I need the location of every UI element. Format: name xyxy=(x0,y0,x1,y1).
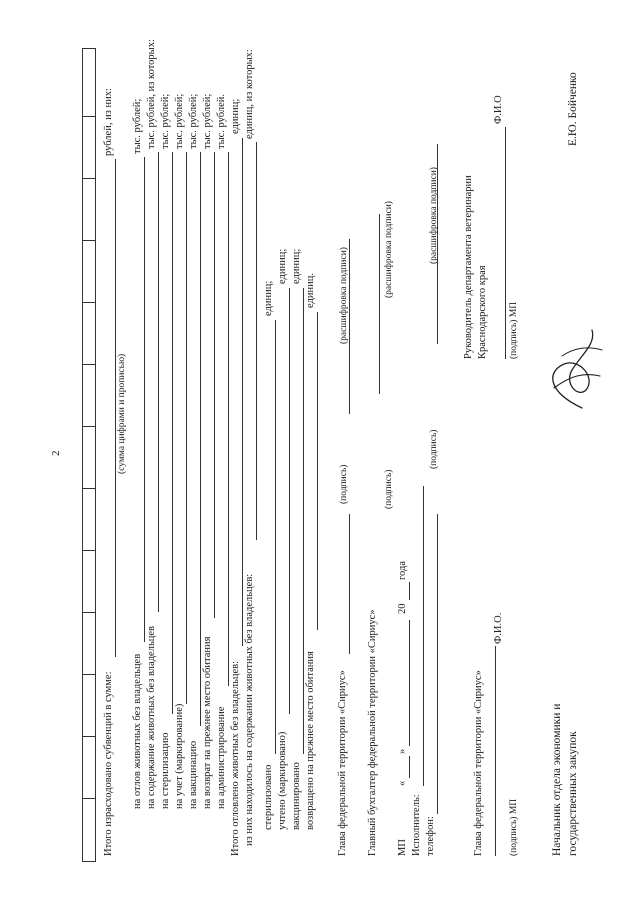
handwritten-signature xyxy=(538,324,608,414)
item-label-vaccination: на вакцинацию xyxy=(188,740,199,809)
year-suffix: года xyxy=(397,561,408,580)
spent-label: Итого израсходовано субвенций в сумме: xyxy=(103,671,114,856)
item-unit-vaccination: тыс. рублей; xyxy=(188,93,199,149)
kept-label: из них находилось на содержании животных без владельцев: xyxy=(244,573,255,846)
accountant-decode-line xyxy=(379,214,380,394)
year-line xyxy=(409,582,410,600)
date-day-line xyxy=(409,756,410,778)
item-line-vaccination xyxy=(200,152,201,726)
spent-amount-line xyxy=(115,159,116,657)
kept-unit-marked: единиц; xyxy=(277,248,288,284)
head-label: Глава федеральной территории «Сириус» xyxy=(337,670,348,856)
vet-sign-mp: (подпись) МП xyxy=(509,301,519,359)
kept-unit-sterilized: единиц; xyxy=(263,280,274,316)
page-number: 2 xyxy=(50,450,62,456)
accountant-label: Главный бухгалтер федеральной территории «Сириус» xyxy=(367,609,378,856)
accountant-decode-hint: (расшифровка подписи) xyxy=(384,201,394,298)
footer-name: Е.Ю. Бойченко xyxy=(567,72,579,146)
item-unit-admin: тыс. рублей. xyxy=(216,93,227,149)
item-unit-sterilization: тыс. рублей; xyxy=(160,93,171,149)
grid-divider xyxy=(83,798,95,799)
footer-dept-line1: Начальник отдела экономики и xyxy=(551,703,563,856)
grid-divider xyxy=(83,426,95,427)
head-decode-hint: (расшифровка подписи) xyxy=(339,247,349,344)
vet-fio: Ф.И.О xyxy=(493,95,504,124)
kept-unit-vaccinated: единиц; xyxy=(291,248,302,284)
phone-line xyxy=(437,514,438,814)
kept-label-vaccinated: вакцинировано xyxy=(291,762,302,830)
date-month-line xyxy=(409,620,410,746)
caught-label: Итого отловлено животных без владельцев: xyxy=(230,660,241,856)
grid-divider xyxy=(83,240,95,241)
executor-decode-hint: (расшифровка подписи) xyxy=(429,167,439,264)
item-label-return: на возврат на прежнее место обитания xyxy=(202,636,213,809)
kept-unit: единиц, из которых: xyxy=(244,49,255,139)
item-line-admin xyxy=(228,152,229,686)
item-label-maintenance: на содержание животных без владельцев xyxy=(146,626,157,809)
executor-label: Исполнитель: xyxy=(411,794,422,856)
caught-line xyxy=(242,138,243,646)
phone-label: телефон: xyxy=(425,816,436,856)
item-unit-maintenance: тыс. рублей, из которых: xyxy=(146,39,157,149)
approval-head-fio: Ф.И.О. xyxy=(493,612,504,644)
spent-suffix: рублей, из них: xyxy=(103,88,114,156)
spent-hint: (сумма цифрами и прописью) xyxy=(117,353,127,474)
year-prefix: 20 xyxy=(397,603,408,614)
kept-line-returned xyxy=(317,312,318,630)
vet-line1: Руководитель департамента ветеринарии xyxy=(463,175,474,359)
item-unit-marking: тыс. рублей; xyxy=(174,93,185,149)
grid-divider xyxy=(83,364,95,365)
executor-line xyxy=(423,486,424,786)
approval-head-sign-mp: (подпись) МП xyxy=(509,798,519,856)
approval-head-label: Глава федеральной территории «Сириус» xyxy=(473,670,484,856)
grid-divider xyxy=(83,674,95,675)
vet-line2: Краснодарского края xyxy=(477,265,488,359)
footer-dept-line2: государственных закупок xyxy=(567,731,579,856)
item-line-return xyxy=(214,152,215,618)
item-label-sterilization: на стерилизацию xyxy=(160,732,171,809)
item-line-marking xyxy=(186,152,187,704)
date-close-quote: » xyxy=(397,748,408,754)
kept-line-sterilized xyxy=(275,320,276,754)
grid-divider xyxy=(83,488,95,489)
item-line-maintenance xyxy=(158,152,159,612)
grid-divider xyxy=(83,116,95,117)
kept-unit-returned: единиц. xyxy=(305,273,316,308)
item-unit-return: тыс. рублей; xyxy=(202,93,213,149)
approval-head-sign-line xyxy=(495,646,496,856)
caught-unit: единиц; xyxy=(230,98,241,134)
table-grid-strip xyxy=(82,48,96,862)
accountant-sign-hint: (подпись) xyxy=(384,469,394,509)
executor-sign-hint: (подпись) xyxy=(429,429,439,469)
grid-divider xyxy=(83,178,95,179)
kept-line-vaccinated xyxy=(303,288,304,754)
kept-line xyxy=(256,142,257,540)
item-line-sterilization xyxy=(172,152,173,714)
kept-label-marked: учтено (маркировано) xyxy=(277,731,288,830)
item-label-trapping: на отлов животных без владельцев xyxy=(132,653,143,809)
item-label-admin: на администрирование xyxy=(216,706,227,809)
grid-divider xyxy=(83,550,95,551)
kept-line-marked xyxy=(289,288,290,714)
item-label-marking: на учет (маркирование) xyxy=(174,703,185,809)
mp-label: МП xyxy=(397,839,408,856)
kept-label-returned: возвращено на прежнее место обитания xyxy=(305,651,316,830)
grid-divider xyxy=(83,612,95,613)
head-sign-hint: (подпись) xyxy=(339,464,349,504)
date-open-quote: « xyxy=(397,780,408,786)
grid-divider xyxy=(83,302,95,303)
item-unit-trapping: тыс. рублей; xyxy=(132,98,143,154)
head-sign-line xyxy=(349,514,350,654)
kept-label-sterilized: стерилизовано xyxy=(263,764,274,830)
item-line-trapping xyxy=(144,157,145,642)
grid-divider xyxy=(83,736,95,737)
vet-sign-line xyxy=(505,127,506,359)
